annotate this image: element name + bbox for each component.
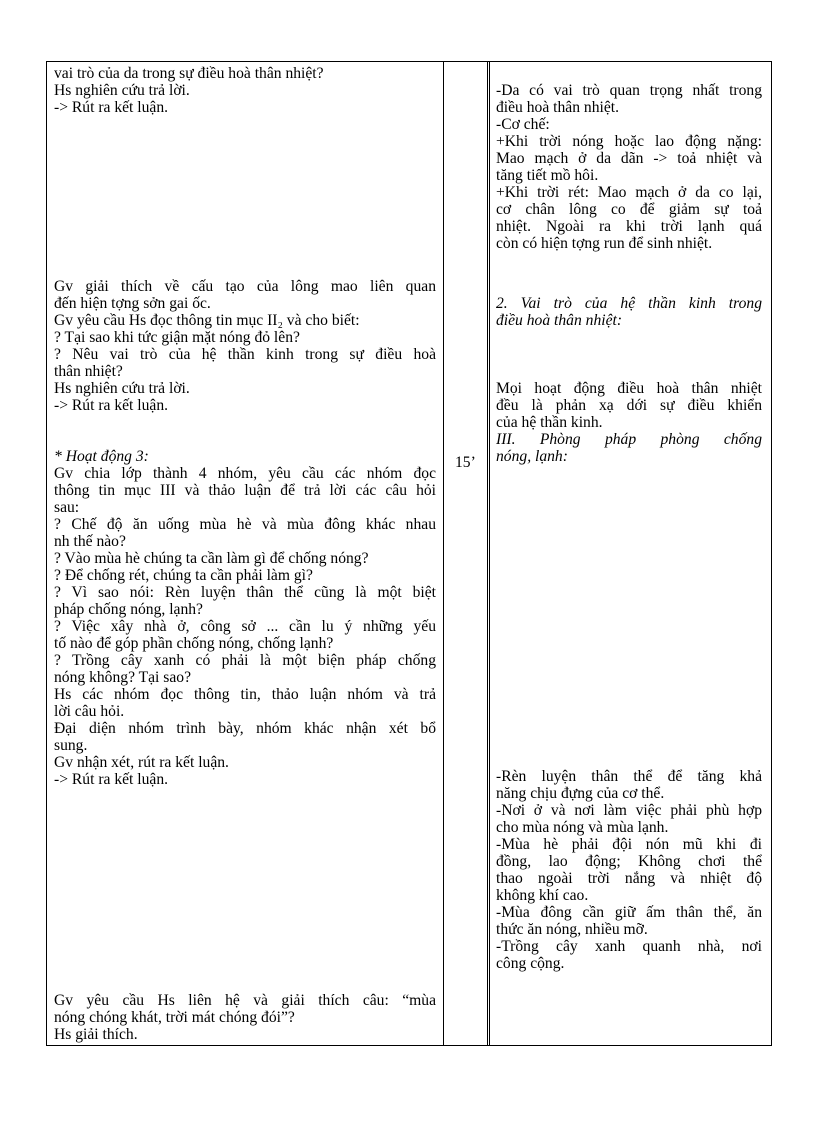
content-text-line: -Rèn luyện thân thể để tăng khả xyxy=(496,768,762,785)
activity-text-line: ? Vì sao nói: Rèn luyện thân thể cũng là một biệt xyxy=(54,584,436,601)
content-text-line: III. Phòng pháp phòng chống xyxy=(496,431,762,448)
activity-text-line: -> Rút ra kết luận. xyxy=(54,771,169,788)
activity-text-line: đến hiện tợng sởn gai ốc. xyxy=(54,295,211,312)
activity-text-line: tố nào để góp phần chống nóng, chống lạnh? xyxy=(54,635,334,652)
activity-text-line: sung. xyxy=(54,737,88,754)
content-text-line: +Khi trời rét: Mao mạch ở da co lại, xyxy=(496,184,762,201)
activity-text-line: nh thế nào? xyxy=(54,533,126,550)
column-divider-right xyxy=(487,62,490,1045)
activity-text-line: Gv yêu cầu Hs đọc thông tin mục II₂ và cho biết: xyxy=(54,312,360,329)
content-text-line: điều hoà thân nhiệt. xyxy=(496,99,619,116)
activity-text-line: Gv nhận xét, rút ra kết luận. xyxy=(54,754,229,771)
content-text-line: nhiệt. Ngoài ra khi trời lạnh quá xyxy=(496,218,762,235)
activity-text-line: Đại diện nhóm trình bày, nhóm khác nhận xét bổ xyxy=(54,720,436,737)
content-text-line: đồng, lao động; Không chơi thể xyxy=(496,853,762,870)
activity-text-line: nóng chóng khát, trời mát chóng đói”? xyxy=(54,1009,295,1026)
content-text-line: cho mùa nóng và mùa lạnh. xyxy=(496,819,669,836)
content-text-line: -Da có vai trò quan trọng nhất trong xyxy=(496,82,762,99)
content-text-line: -Cơ chế: xyxy=(496,116,550,133)
content-text-line: cơ chân lông co để giảm sự toả xyxy=(496,201,762,218)
content-text-line: +Khi trời nóng hoặc lao động nặng: xyxy=(496,133,762,150)
activity-text-line: nóng không? Tại sao? xyxy=(54,669,191,686)
content-text-line: năng chịu đựng của cơ thể. xyxy=(496,785,665,802)
content-text-line: -Mùa đông cần giữ ấm thân thể, ăn xyxy=(496,904,762,921)
content-text-line: Mọi hoạt động điều hoà thân nhiệt xyxy=(496,380,762,397)
content-text-line: còn có hiện tợng run để sinh nhiệt. xyxy=(496,235,713,252)
activity-text-line: -> Rút ra kết luận. xyxy=(54,397,169,414)
content-text-line: của hệ thần kinh. xyxy=(496,414,603,431)
activity-text-line: ? Việc xây nhà ở, công sở ... cần lu ý những yếu xyxy=(54,618,436,635)
activity-text-line: Hs nghiên cứu trả lời. xyxy=(54,82,190,99)
activity-text-line: thông tin mục III và thảo luận để trả lời các câu hỏi xyxy=(54,482,436,499)
activity-text-line: vai trò của da trong sự điều hoà thân nhiệt? xyxy=(54,65,324,82)
content-text-line: Mao mạch ở da dãn -> toả nhiệt và xyxy=(496,150,762,167)
content-text-line: thức ăn nóng, nhiều mỡ. xyxy=(496,921,648,938)
content-text-line: nóng, lạnh: xyxy=(496,448,568,465)
activity-text-line: ? Nêu vai trò của hệ thần kinh trong sự điều hoà xyxy=(54,346,436,363)
column-divider-left xyxy=(443,62,444,1045)
activity-text-line: ? Để chống rét, chúng ta cần phải làm gì? xyxy=(54,567,313,584)
content-text-line: điều hoà thân nhiệt: xyxy=(496,312,623,329)
activity-text-line: Hs giải thích. xyxy=(54,1026,138,1043)
activity-text-line: pháp chống nóng, lạnh? xyxy=(54,601,203,618)
activity-text-line: ? Vào mùa hè chúng ta cần làm gì để chống nóng? xyxy=(54,550,369,567)
content-text-line: -Mùa hè phải đội nón mũ khi đi xyxy=(496,836,762,853)
content-text-line: đều là phản xạ dới sự điều khiển xyxy=(496,397,762,414)
activity-text-line: Hs nghiên cứu trả lời. xyxy=(54,380,190,397)
activity-text-line: Gv yêu cầu Hs liên hệ và giải thích câu: “mùa xyxy=(54,992,436,1009)
activity-text-line: ? Chế độ ăn uống mùa hè và mùa đông khác nhau xyxy=(54,516,436,533)
activity-text-line: sau: xyxy=(54,499,80,516)
activity-text-line: * Hoạt động 3: xyxy=(54,448,149,465)
content-text-line: -Trồng cây xanh quanh nhà, nơi xyxy=(496,938,762,955)
lesson-table xyxy=(46,61,772,1046)
content-text-line: -Nơi ở và nơi làm việc phải phù hợp xyxy=(496,802,762,819)
activity-text-line: ? Tại sao khi tức giận mặt nóng đỏ lên? xyxy=(54,329,300,346)
activity-text-line: thân nhiệt? xyxy=(54,363,123,380)
content-text-line: tăng tiết mồ hôi. xyxy=(496,167,599,184)
activity-text-line: Hs các nhóm đọc thông tin, thảo luận nhóm và trả xyxy=(54,686,436,703)
content-text-line: 2. Vai trò của hệ thần kinh trong xyxy=(496,295,762,312)
activity-text-line: ? Trồng cây xanh có phải là một biện pháp chống xyxy=(54,652,436,669)
activity-text-line: Gv chia lớp thành 4 nhóm, yêu cầu các nhóm đọc xyxy=(54,465,436,482)
content-text-line: không khí cao. xyxy=(496,887,589,904)
content-text-line: thao ngoài trời nắng và nhiệt độ xyxy=(496,870,762,887)
activity-text-line: lời câu hỏi. xyxy=(54,703,125,720)
time-label: 15’ xyxy=(455,454,476,471)
activity-text-line: -> Rút ra kết luận. xyxy=(54,99,169,116)
activity-text-line: Gv giải thích về cấu tạo của lông mao liên quan xyxy=(54,278,436,295)
content-text-line: công cộng. xyxy=(496,955,565,972)
